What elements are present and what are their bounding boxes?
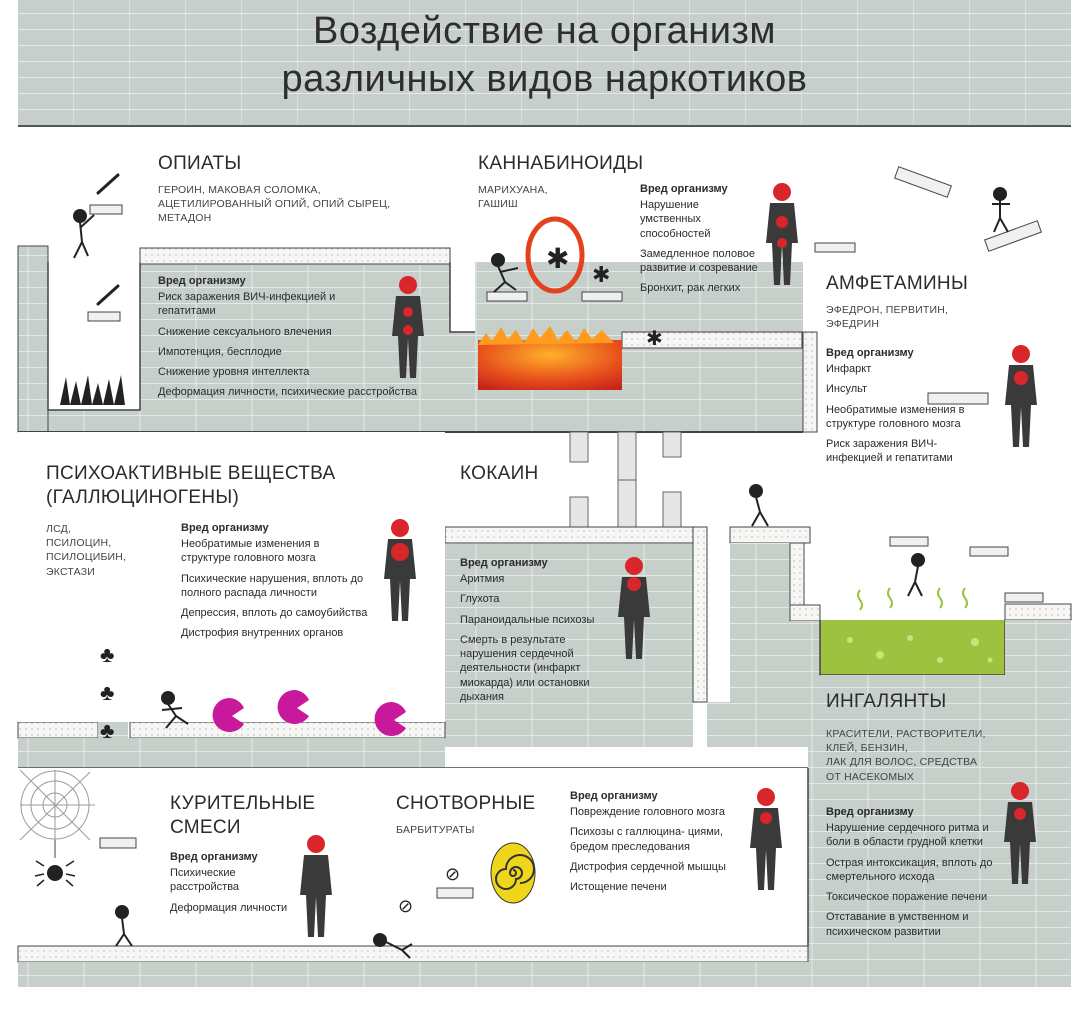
harm-heading: Вред организму: [181, 522, 269, 534]
harm-item: Снижение уровня интеллекта: [158, 366, 310, 379]
harm-item: Повреждение головного мозга: [570, 806, 726, 818]
svg-text:♣: ♣: [100, 680, 115, 705]
substance-line: ЭКСТАЗИ: [46, 565, 96, 578]
harm-heading: Вред организму: [640, 183, 728, 195]
harm-item: Психические расстройства: [170, 867, 240, 894]
harm-item: Инсульт: [826, 383, 868, 396]
harm-item: Аритмия: [460, 573, 505, 585]
svg-text:♣: ♣: [100, 718, 115, 743]
cannabinoids-harms: [640, 183, 758, 302]
harm-item: Нарушение сердечного ритма и боли в области грудной клетки: [826, 822, 989, 849]
hallucinogens-harms: [181, 522, 371, 647]
cocaine-heading: КОКАИН: [460, 463, 539, 484]
heading-line: СМЕСИ: [170, 816, 241, 838]
harm-heading: Вред организму: [460, 557, 548, 569]
cannabis-leaf-icon: ✱: [592, 262, 611, 287]
harm-item: Необратимые изменения в структуре головного мозга: [826, 403, 965, 430]
sleeping-pills-substances: [396, 823, 475, 837]
substance-line: КРАСИТЕЛИ, РАСТВОРИТЕЛИ,: [826, 728, 986, 740]
harm-item: Необратимые изменения в структуре головного мозга: [181, 538, 320, 565]
fire-pit: [478, 326, 622, 390]
pill-icon: ⊘: [445, 864, 461, 884]
substance-line: КЛЕЙ, БЕНЗИН,: [826, 742, 908, 755]
substance-line: ЭФЕДРОН, ПЕРВИТИН,: [826, 304, 949, 316]
inhalants-heading: ИНГАЛЯНТЫ: [826, 691, 947, 712]
opiates-heading: ОПИАТЫ: [158, 153, 242, 174]
harm-heading: Вред организму: [826, 806, 914, 818]
substance-line: ГАШИШ: [478, 198, 518, 211]
harm-heading: Вред организму: [570, 790, 658, 802]
pillars: [570, 432, 681, 532]
cannabis-leaf-icon: ✱: [646, 328, 663, 350]
hallucinogens-heading: [46, 462, 335, 510]
harm-item: Смерть в результате нарушения сердечной деятельности (инфаркт миокарда) или остановки дыхания: [460, 633, 590, 704]
harm-item: Нарушение умственных способностей: [640, 199, 711, 240]
spiral-icon: [491, 843, 535, 903]
cannabinoids-substances: [478, 183, 548, 211]
harm-item: Параноидальные психозы: [460, 613, 595, 626]
harm-item: Риск заражения ВИЧ-инфекцией и гепатитами: [158, 291, 336, 318]
substance-line: ПСИЛОЦИБИН,: [46, 551, 127, 564]
sleeping-pills-heading: СНОТВОРНЫЕ: [396, 793, 536, 814]
cocaine-harms: [460, 557, 610, 710]
title-line-1: Воздействие на организм: [312, 10, 777, 52]
substance-line: ГЕРОИН, МАКОВАЯ СОЛОМКА,: [158, 184, 321, 196]
harm-heading: Вред организму: [826, 347, 914, 359]
heading-line: (ГАЛЛЮЦИНОГЕНЫ): [46, 486, 240, 508]
substance-line: ЭФЕДРИН: [826, 318, 880, 331]
opiates-harms: [158, 275, 418, 406]
harm-item: Импотенция, бесплодие: [158, 345, 282, 358]
harm-item: Замедленное половое развитие и созревание: [640, 247, 758, 275]
harm-heading: Вред организму: [158, 275, 246, 287]
opiates-substances: [158, 183, 390, 226]
substance-line: ЛАК ДЛЯ ВОЛОС, СРЕДСТВА: [826, 756, 978, 769]
substance-line: БАРБИТУРАТЫ: [396, 824, 475, 836]
pill-icon: ⊘: [398, 896, 414, 916]
harm-item: Деформация личности: [170, 901, 288, 914]
svg-text:✱: ✱: [546, 243, 570, 274]
harm-item: Психические нарушения, вплоть до полного распада личности: [181, 572, 364, 599]
heading-line: КУРИТЕЛЬНЫЕ: [170, 793, 316, 814]
smoking-mixes-harms: [170, 851, 290, 921]
sleeping-pills-harms: [570, 790, 735, 900]
mushroom-icons: [100, 642, 114, 743]
inhalants-harms: [826, 806, 1001, 945]
hallucinogens-substances: [46, 522, 126, 579]
harm-item: Риск заражения ВИЧ- инфекцией и гепатитами: [826, 438, 953, 465]
harm-item: Глухота: [460, 593, 500, 606]
harm-item: Дистрофия сердечной мышцы: [570, 860, 726, 873]
harm-item: Токсическое поражение печени: [826, 891, 988, 904]
substance-line: ПСИЛОЦИН,: [46, 537, 112, 550]
inhalants-substances: [826, 727, 986, 784]
harm-item: Психозы с галлюцина- циями, бредом преследования: [570, 826, 723, 853]
substance-line: АЦЕТИЛИРОВАННЫЙ ОПИЙ, ОПИЙ СЫРЕЦ,: [158, 198, 391, 211]
harm-item: Отставание в умственном и психическом развитии: [826, 911, 969, 938]
amphetamines-harms: [826, 347, 986, 472]
title-line-2: различных видов наркотиков: [281, 58, 808, 100]
substance-line: ОТ НАСЕКОМЫХ: [826, 770, 915, 783]
cannabinoids-heading: КАННАБИНОИДЫ: [478, 153, 644, 174]
harm-heading: Вред организму: [170, 851, 258, 863]
smoking-mixes-heading: [170, 792, 315, 840]
substance-line: ЛСД,: [46, 523, 72, 535]
harm-item: Острая интоксикация, вплоть до смертельного исхода: [826, 856, 993, 883]
harm-item: Снижение сексуального влечения: [158, 325, 332, 338]
heading-line: ПСИХОАКТИВНЫЕ ВЕЩЕСТВА: [46, 463, 336, 484]
harm-item: Инфаркт: [826, 363, 872, 375]
harm-item: Бронхит, рак легких: [640, 282, 741, 295]
harm-item: Депрессия, вплоть до самоубийства: [181, 607, 368, 620]
amphetamines-substances: [826, 303, 948, 331]
harm-item: Дистрофия внутренних органов: [181, 627, 344, 640]
substance-line: МЕТАДОН: [158, 212, 212, 225]
svg-text:♣: ♣: [100, 642, 115, 667]
harm-item: Деформация личности, психические расстройства: [158, 386, 418, 399]
amphetamines-heading: АМФЕТАМИНЫ: [826, 273, 969, 294]
substance-line: МАРИХУАНА,: [478, 184, 548, 196]
harm-item: Истощение печени: [570, 881, 667, 894]
fume-icons: [858, 588, 967, 610]
